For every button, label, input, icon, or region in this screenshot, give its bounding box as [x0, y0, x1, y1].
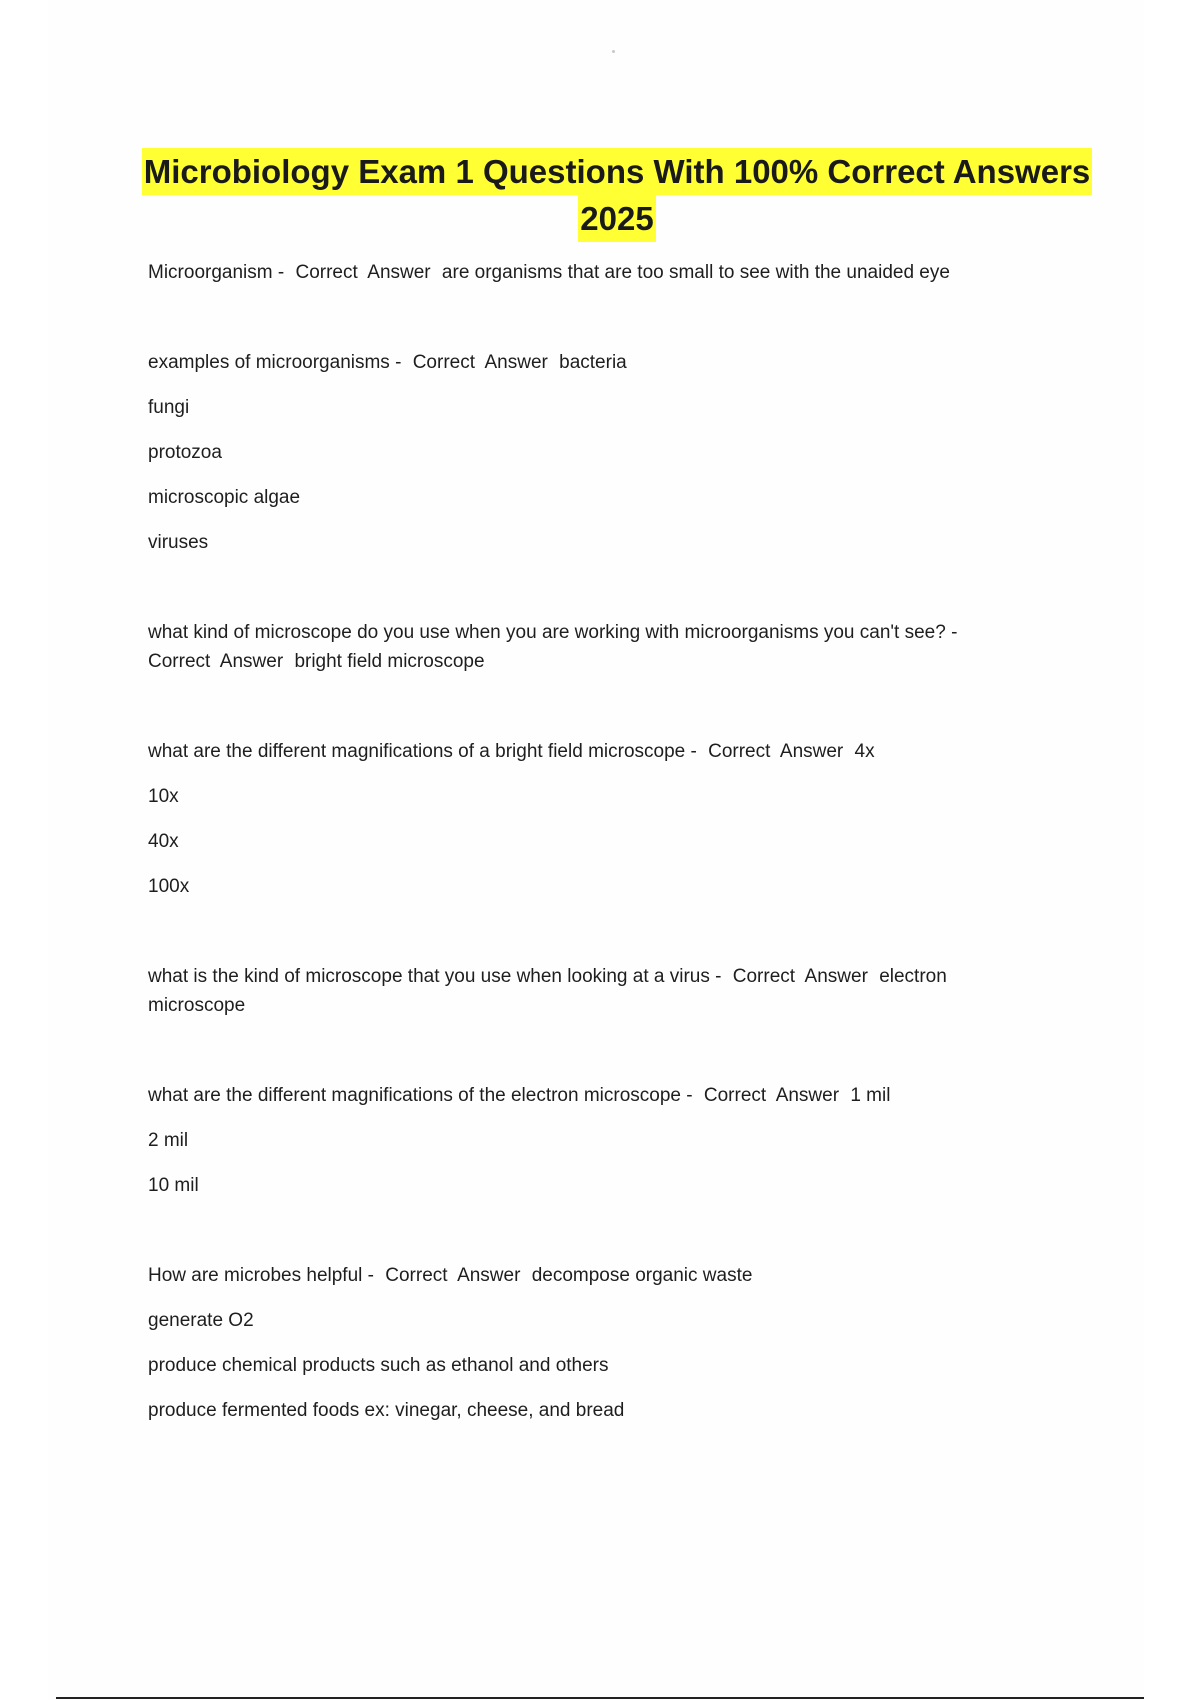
- answer-text: decompose organic waste: [531, 1265, 753, 1286]
- question-text: How are microbes helpful -: [148, 1265, 374, 1286]
- answer-line: produce fermented foods ex: vinegar, cheese, and bread: [148, 1400, 625, 1421]
- answer-prefix: Correct Answer: [732, 966, 868, 987]
- qa-item-7: [148, 1261, 1038, 1290]
- qa-item-4: [148, 737, 1038, 766]
- answer-prefix: Correct Answer: [703, 1085, 840, 1106]
- answer-prefix: Correct Answer: [412, 352, 548, 373]
- answer-line: 40x: [148, 831, 179, 852]
- answer-line: microscopic algae: [148, 487, 301, 508]
- qa-item-5: [148, 962, 1028, 1020]
- question-text: examples of microorganisms -: [148, 352, 402, 373]
- answer-line: 10 mil: [148, 1175, 199, 1196]
- answer-line: 2 mil: [148, 1130, 189, 1151]
- qa-item-1: [148, 258, 1038, 287]
- qa-item-3: [148, 618, 1038, 676]
- answer-prefix: Correct Answer: [295, 262, 431, 283]
- answer-line: fungi: [148, 397, 190, 418]
- question-text: what kind of microscope do you use when you are working with microorganisms you can't see? -: [148, 622, 958, 643]
- document-title: [100, 148, 1134, 242]
- answer-line: 10x: [148, 786, 179, 807]
- answer-prefix: Correct Answer: [708, 741, 844, 762]
- answer-line: produce chemical products such as ethanol and others: [148, 1355, 609, 1376]
- answer-prefix: Correct Answer: [385, 1265, 521, 1286]
- footer-rule: [56, 1697, 1144, 1699]
- answer-text: 1 mil: [850, 1085, 891, 1106]
- answer-text: are organisms that are too small to see with the unaided eye: [441, 262, 950, 283]
- qa-content: [148, 258, 1038, 1425]
- answer-line: generate O2: [148, 1310, 254, 1331]
- question-text: what are the different magnifications of a bright field microscope -: [148, 741, 697, 762]
- qa-item-2: [148, 348, 1038, 377]
- answer-text: 4x: [854, 741, 875, 762]
- answer-line: 100x: [148, 876, 190, 897]
- question-text: what is the kind of microscope that you use when looking at a virus -: [148, 966, 722, 987]
- qa-item-6: [148, 1081, 1038, 1110]
- answer-line: viruses: [148, 532, 209, 553]
- page-margin-right: [1144, 0, 1200, 1700]
- title-line-2: 2025: [578, 195, 655, 242]
- page-margin-left: [0, 0, 48, 1700]
- answer-text: electron microscope: [148, 966, 947, 1016]
- answer-prefix: Correct Answer: [148, 651, 284, 672]
- title-line-1: Microbiology Exam 1 Questions With 100% Correct Answers: [142, 148, 1093, 195]
- answer-line: protozoa: [148, 442, 222, 463]
- question-text: Microorganism -: [148, 262, 285, 283]
- answer-text: bright field microscope: [294, 651, 485, 672]
- header-mark: [612, 50, 615, 53]
- answer-text: bacteria: [559, 352, 627, 373]
- question-text: what are the different magnifications of the electron microscope -: [148, 1085, 693, 1106]
